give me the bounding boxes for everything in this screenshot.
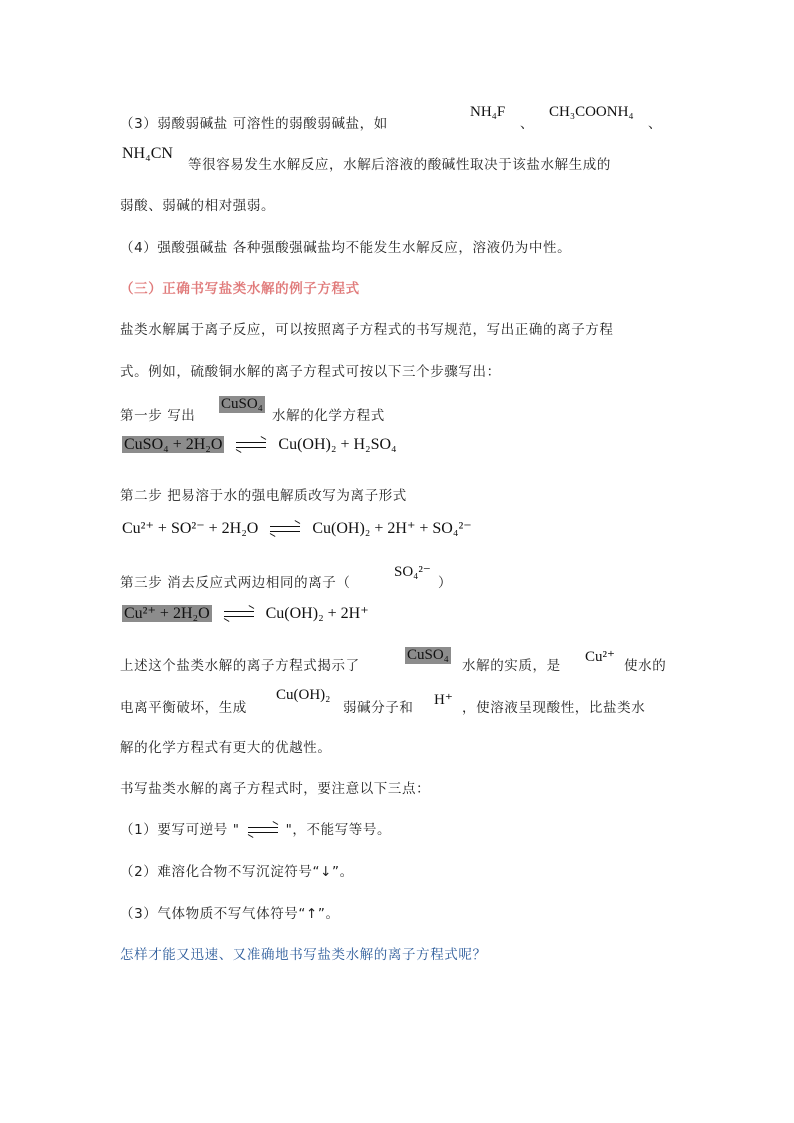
closing-question: 怎样才能又迅速、又准确地书写盐类水解的离子方程式呢？ <box>120 947 487 963</box>
text-segment: （1）要写可逆号 " <box>120 822 240 838</box>
equation-step1 <box>122 436 397 454</box>
separator: 、 <box>648 116 663 132</box>
text-segment: 水解的实质，是 <box>462 658 561 674</box>
paragraph-intro-line1: 盐类水解属于离子反应，可以按照离子方程式的书写规范，写出正确的离子方程 <box>120 322 614 338</box>
rule-precipitate: （2）难溶化合物不写沉淀符号“↓”。 <box>120 864 354 880</box>
equation-left: Cu²⁺ + 2H₂O <box>124 605 210 622</box>
rules-intro: 书写盐类水解的离子方程式时，要注意以下三点： <box>120 781 431 797</box>
reversible-arrow-icon <box>248 825 278 835</box>
equation-right: Cu(OH)₂ + 2H⁺ <box>265 605 369 622</box>
formula-cuso4-highlight: CuSO₄ <box>407 647 449 663</box>
section-heading: （三）正确书写盐类水解的例子方程式 <box>120 281 360 297</box>
formula-nh4cn: NH₄CN <box>122 145 173 162</box>
reversible-arrow-icon <box>236 440 266 450</box>
text-segment: 等很容易发生水解反应，水解后溶液的酸碱性取决于该盐水解生成的 <box>188 157 611 173</box>
equation-step2 <box>122 518 472 538</box>
formula-cuso4-highlight: CuSO₄ <box>221 396 263 412</box>
equation-right: Cu(OH)₂ + H₂SO₄ <box>278 436 397 453</box>
text-segment: "，不能写等号。 <box>285 822 392 838</box>
text-segment: 弱酸、弱碱的相对强弱。 <box>120 198 276 214</box>
formula-cuoh2: Cu(OH)₂ <box>276 687 331 703</box>
text-segment: （3）弱酸弱碱盐 可溶性的弱酸弱碱盐，如 <box>120 116 388 132</box>
text-segment: 上述这个盐类水解的离子方程式揭示了 <box>120 658 360 674</box>
formula-cu2plus: Cu²⁺ <box>585 649 615 665</box>
formula-so4: SO₄²⁻ <box>394 564 431 580</box>
text-segment: 电离平衡破坏，生成 <box>120 700 247 716</box>
text-segment: ，使溶液呈现酸性，比盐类水 <box>462 700 646 716</box>
equation-left: CuSO₄ + 2H₂O <box>124 436 223 453</box>
paragraph-strong-acid-strong-base: （4）强酸强碱盐 各种强酸强碱盐均不能发生水解反应，溶液仍为中性。 <box>120 240 572 256</box>
formula-ch3coonh4: CH₃COONH₄ <box>549 104 634 120</box>
rule-gas: （3）气体物质不写气体符号“↑”。 <box>120 906 340 922</box>
equation-step3 <box>122 603 369 623</box>
text-segment: 第一步 写出 <box>120 408 196 424</box>
step1-label <box>120 404 195 424</box>
formula-hplus: H⁺ <box>434 692 453 708</box>
paragraph-weak-acid-weak-base <box>120 112 388 132</box>
formula-nh4f: NH₄F <box>470 104 506 120</box>
text-segment: ） <box>438 575 453 591</box>
equation-left: Cu²⁺ + SO²⁻ + 2H₂O <box>122 520 259 537</box>
step3-label <box>120 571 351 591</box>
text-segment: 弱碱分子和 <box>343 700 414 716</box>
equation-right: Cu(OH)₂ + 2H⁺ + SO₄²⁻ <box>312 520 472 537</box>
reversible-arrow-icon <box>270 524 300 534</box>
text-segment: 解的化学方程式有更大的优越性。 <box>120 740 332 756</box>
text-segment: 第三步 消去反应式两边相同的离子（ <box>120 575 351 591</box>
separator: 、 <box>520 116 535 132</box>
reversible-arrow-icon <box>224 609 254 619</box>
text-segment: 水解的化学方程式 <box>272 408 385 424</box>
text-segment: 使水的 <box>624 658 667 674</box>
step2-label: 第二步 把易溶于水的强电解质改写为离子形式 <box>120 488 407 504</box>
rule-reversible <box>120 818 391 838</box>
paragraph-intro-line2: 式。例如，硫酸铜水解的离子方程式可按以下三个步骤写出： <box>120 364 501 380</box>
